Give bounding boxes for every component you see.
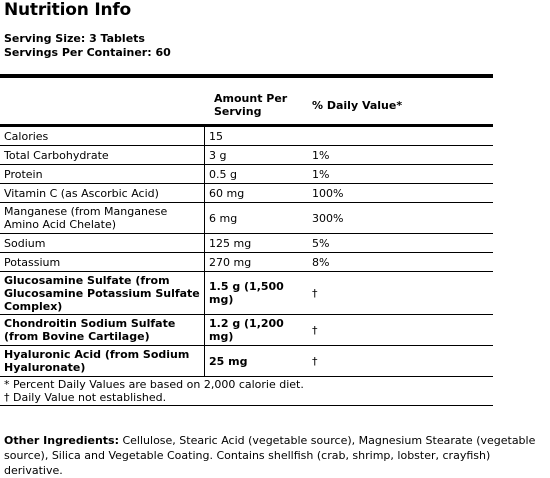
table-row: [0, 253, 493, 272]
nutrient-amount: 270 mg: [205, 253, 309, 272]
nutrient-dv: †: [308, 315, 493, 346]
serving-size: Serving Size: 3 Tablets: [4, 32, 145, 45]
footnotes: [0, 377, 493, 405]
table-row: [0, 272, 493, 315]
table-row: [0, 203, 493, 234]
nutrient-amount: 3 g: [205, 146, 309, 165]
nutrient-name: Sodium: [0, 234, 205, 253]
nutrient-dv: 300%: [308, 203, 493, 234]
nutrient-amount: 1.2 g (1,200 mg): [205, 315, 309, 346]
nutrition-panel: [0, 74, 493, 406]
nutrient-name: Total Carbohydrate: [0, 146, 205, 165]
nutrient-name: Glucosamine Sulfate (from Glucosamine Potassium Sulfate Complex): [0, 272, 205, 315]
nutrient-dv: †: [308, 272, 493, 315]
table-row: [0, 346, 493, 377]
table-row: [0, 315, 493, 346]
servings-per-container: Servings Per Container: 60: [4, 46, 171, 59]
nutrient-dv: 1%: [308, 146, 493, 165]
nutrient-dv: 100%: [308, 184, 493, 203]
table-row: [0, 165, 493, 184]
nutrient-amount: 1.5 g (1,500 mg): [205, 272, 309, 315]
nutrient-amount: 15: [205, 127, 309, 146]
nutrient-name: Manganese (from Manganese Amino Acid Chelate): [0, 203, 205, 234]
nutrient-name: Potassium: [0, 253, 205, 272]
nutrient-amount: 25 mg: [205, 346, 309, 377]
page-title: Nutrition Info: [4, 0, 132, 20]
nutrient-amount: 0.5 g: [205, 165, 309, 184]
nutrition-table: [0, 127, 493, 377]
table-row: [0, 184, 493, 203]
footnote-percent: * Percent Daily Values are based on 2,000 calorie diet.: [4, 378, 304, 391]
table-row: [0, 146, 493, 165]
table-header: [0, 78, 493, 124]
nutrient-amount: 6 mg: [205, 203, 309, 234]
nutrient-dv: 8%: [308, 253, 493, 272]
nutrient-name: Chondroitin Sodium Sulfate (from Bovine Cartilage): [0, 315, 205, 346]
other-ingredients-text: Cellulose, Stearic Acid (vegetable source), Magnesium Stearate (vegetable source), Silica and Vegetable Coating. Contains shellfish (crab, shrimp, lobster, crayfish) derivative.: [4, 434, 536, 477]
other-ingredients-label: Other Ingredients:: [4, 434, 119, 447]
other-ingredients: [4, 433, 548, 478]
nutrient-dv: †: [308, 346, 493, 377]
nutrient-amount: 60 mg: [205, 184, 309, 203]
daily-value-header: % Daily Value*: [312, 99, 403, 112]
table-row: [0, 127, 493, 146]
bottom-divider: [0, 405, 493, 406]
footnote-dagger: † Daily Value not established.: [4, 391, 167, 404]
amount-per-serving-header: Amount Per Serving: [214, 92, 288, 118]
nutrient-name: Calories: [0, 127, 205, 146]
nutrient-name: Vitamin C (as Ascorbic Acid): [0, 184, 205, 203]
table-row: [0, 234, 493, 253]
nutrient-dv: [308, 127, 493, 146]
nutrient-dv: 1%: [308, 165, 493, 184]
nutrient-dv: 5%: [308, 234, 493, 253]
nutrient-name: Hyaluronic Acid (from Sodium Hyaluronate): [0, 346, 205, 377]
nutrient-amount: 125 mg: [205, 234, 309, 253]
nutrient-name: Protein: [0, 165, 205, 184]
